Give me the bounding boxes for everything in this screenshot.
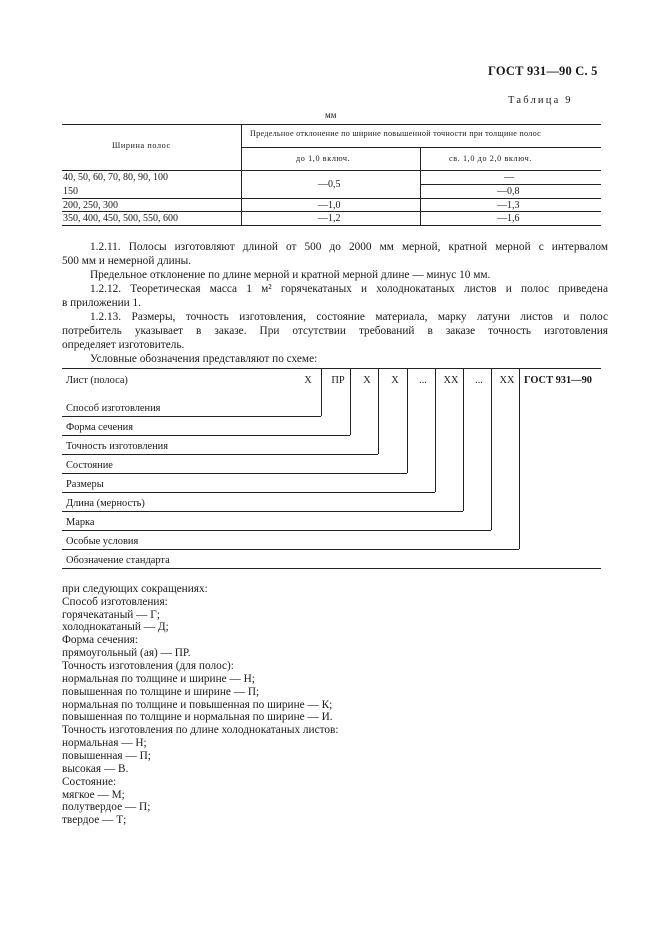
- scheme-line: [62, 511, 463, 512]
- scheme-connector: [321, 368, 322, 416]
- abbreviation-line: при следующих сокращениях:: [62, 583, 208, 595]
- scheme-label: Обозначение стандарта: [66, 555, 170, 566]
- abbreviation-line: Форма сечения:: [62, 634, 138, 646]
- paragraph-length-deviation: Предельное отклонение по длине мерной и кратной мерной длине — минус 10 мм.: [90, 269, 491, 281]
- scheme-code: ...: [475, 375, 483, 386]
- scheme-connector: [378, 368, 379, 454]
- table-cell-dev1: —0,5: [318, 179, 341, 190]
- scheme-label: Марка: [66, 517, 95, 528]
- abbreviation-line: полутвердое — П;: [62, 801, 151, 813]
- abbreviation-line: Способ изготовления:: [62, 596, 168, 608]
- abbreviation-line: Точность изготовления по длине холоднокатаных листов:: [62, 724, 339, 736]
- scheme-connector: [519, 368, 520, 549]
- scheme-connector: [463, 368, 464, 511]
- table-cell-dev1: —1,0: [318, 200, 341, 211]
- scheme-title: Лист (полоса): [66, 375, 128, 386]
- scheme-code: ХХ: [499, 375, 515, 386]
- scheme-line: [62, 454, 378, 455]
- scheme-line: [62, 416, 321, 417]
- sub-column-header-2: св. 1,0 до 2,0 включ.: [449, 154, 532, 163]
- scheme-connector: [350, 368, 351, 435]
- abbreviation-line: нормальная по толщине и ширине — Н;: [62, 673, 255, 685]
- scheme-label: Размеры: [66, 479, 104, 490]
- width-column-header: Ширина полос: [112, 141, 171, 150]
- scheme-border-top: [62, 368, 601, 369]
- abbreviation-line: повышенная по толщине и ширине — П;: [62, 686, 260, 698]
- table-cell-width: 350, 400, 450, 500, 550, 600: [63, 213, 178, 224]
- table-cell-width: 200, 250, 300: [63, 200, 118, 211]
- scheme-code: Х: [391, 375, 399, 386]
- scheme-code: Х: [363, 375, 371, 386]
- table-cell-width: 40, 50, 60, 70, 80, 90, 100: [63, 172, 168, 183]
- scheme-standard: ГОСТ 931—90: [524, 375, 592, 386]
- table-cell-dev2: —1,6: [497, 213, 520, 224]
- paragraph-scheme-intro: Условные обозначения представляют по схеме:: [90, 353, 318, 365]
- table-label: Таблица 9: [508, 95, 573, 106]
- abbreviation-line: горячекатаный — Г;: [62, 609, 160, 621]
- table-cell-dev2: —0,8: [497, 186, 520, 197]
- table-row-line: [62, 211, 601, 212]
- scheme-label: Точность изготовления: [66, 441, 169, 452]
- abbreviation-line: прямоугольный (ая) — ПР.: [62, 647, 191, 659]
- paragraph-1-2-13-line-3: определяет изготовитель.: [62, 339, 185, 351]
- scheme-line: [62, 530, 491, 531]
- abbreviation-line: Состояние:: [62, 776, 117, 788]
- table-col-divider: [420, 147, 421, 225]
- table-cell-dev2: —: [504, 172, 514, 183]
- table-subheader-line: [241, 147, 601, 148]
- abbreviation-line: твердое — Т;: [62, 814, 127, 826]
- scheme-code: Х: [304, 375, 312, 386]
- scheme-label: Длина (мерность): [66, 498, 145, 509]
- table-row-split: [420, 184, 601, 185]
- scheme-code: ...: [419, 375, 427, 386]
- scheme-label: Состояние: [66, 460, 113, 471]
- scheme-connector: [491, 368, 492, 530]
- page-header: ГОСТ 931—90 С. 5: [488, 64, 598, 78]
- paragraph-1-2-11-line-2: 500 мм и немерной длины.: [62, 255, 192, 267]
- abbreviation-line: мягкое — М;: [62, 789, 125, 801]
- abbreviation-line: нормальная по толщине и повышенная по ширине — К;: [62, 699, 333, 711]
- scheme-line: [62, 473, 407, 474]
- paragraph-1-2-12-line-2: в приложении 1.: [62, 297, 142, 309]
- scheme-label: Способ изготовления: [66, 403, 161, 414]
- table-border-bottom: [62, 225, 601, 226]
- abbreviation-line: высокая — В.: [62, 763, 129, 775]
- scheme-connector: [435, 368, 436, 492]
- deviation-column-header: Предельное отклонение по ширине повышенной точности при толщине полос: [250, 129, 542, 138]
- table-cell-dev2: —1,3: [497, 200, 520, 211]
- scheme-label: Особые условия: [66, 536, 139, 547]
- scheme-code: ХХ: [443, 375, 459, 386]
- paragraph-1-2-13-line-2: потребитель указывает в заказе. При отсутствии требований в заказе точность изготовления: [62, 325, 608, 337]
- table-units: мм: [325, 110, 337, 120]
- table-header-bottom: [62, 170, 601, 171]
- paragraph-1-2-13-line-1: 1.2.13. Размеры, точность изготовления, состояние материала, марку латуни листов и полос: [90, 311, 608, 323]
- scheme-connector: [407, 368, 408, 473]
- table-cell-width: 150: [63, 186, 78, 197]
- abbreviation-line: повышенная — П;: [62, 750, 151, 762]
- table-cell-dev1: —1,2: [318, 213, 341, 224]
- paragraph-1-2-11-line-1: 1.2.11. Полосы изготовляют длиной от 500 до 2000 мм мерной, кратной мерной с интервалом: [90, 241, 608, 253]
- scheme-code: ПР: [331, 375, 345, 386]
- abbreviation-line: повышенная по толщине и нормальная по ширине — И.: [62, 711, 333, 723]
- abbreviation-line: холоднокатаный — Д;: [62, 621, 169, 633]
- paragraph-1-2-12-line-1: 1.2.12. Теоретическая масса 1 м² горячекатаных и холоднокатаных листов и полос приведена: [90, 283, 608, 295]
- scheme-line: [62, 549, 519, 550]
- table-row-line: [62, 198, 601, 199]
- abbreviation-line: Точность изготовления (для полос):: [62, 660, 234, 672]
- scheme-border-bottom: [62, 568, 601, 569]
- scheme-line: [62, 492, 435, 493]
- abbreviation-line: нормальная — Н;: [62, 737, 147, 749]
- sub-column-header-1: до 1,0 включ.: [296, 154, 351, 163]
- scheme-label: Форма сечения: [66, 422, 133, 433]
- table-border-top: [62, 124, 601, 125]
- scheme-line: [62, 435, 350, 436]
- table-col-divider: [241, 124, 242, 225]
